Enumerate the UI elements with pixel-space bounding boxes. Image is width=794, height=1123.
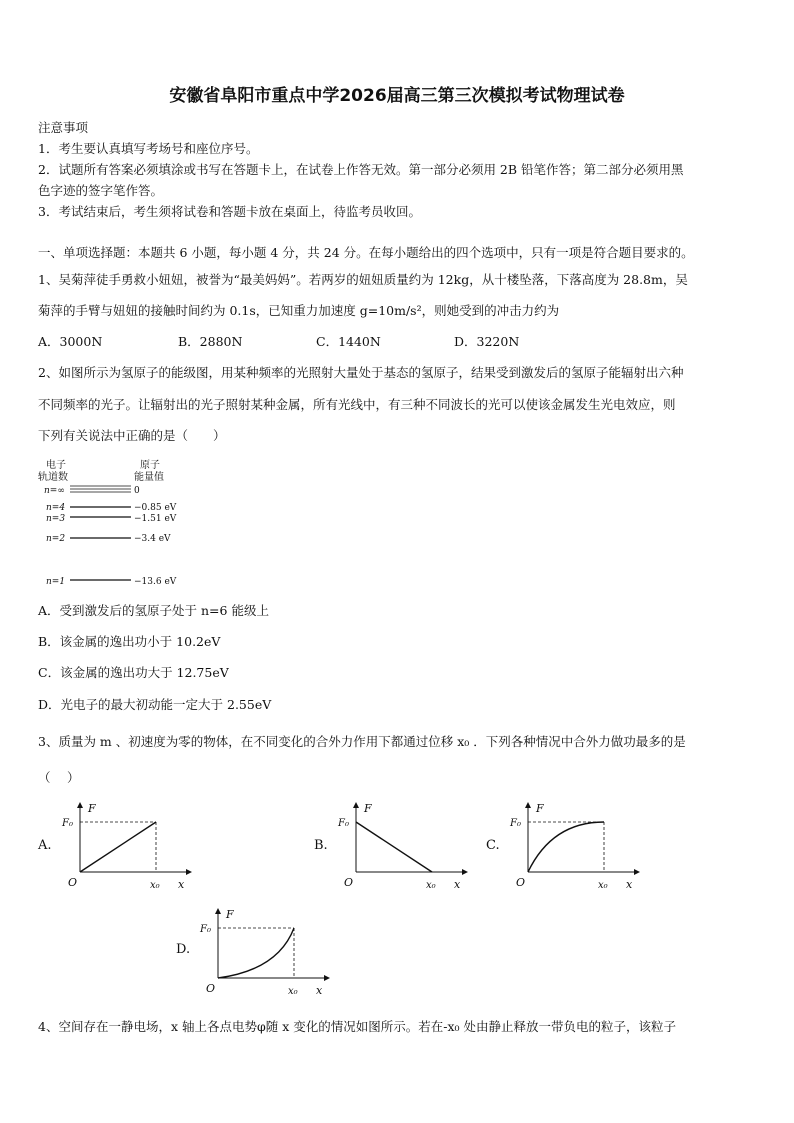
question-3-stem: （ ） bbox=[38, 770, 80, 785]
axis-label-x: x bbox=[178, 878, 185, 891]
x-axis-arrow bbox=[186, 869, 192, 875]
level-energy-label: 0 bbox=[134, 486, 140, 496]
q2-option-d: D．光电子的最大初动能一定大于 2.55eV bbox=[38, 697, 272, 712]
x-axis-arrow bbox=[324, 975, 330, 981]
diagram-right-header: 能量值 bbox=[134, 472, 164, 483]
diagram-left-header: 轨道数 bbox=[38, 472, 68, 483]
axis-label-f: F bbox=[536, 802, 544, 815]
q1-option-d: D．3220N bbox=[454, 334, 520, 349]
axis-label-f0: F₀ bbox=[338, 818, 349, 829]
origin-label: O bbox=[516, 876, 526, 889]
question-3-stem: 3、质量为 m 、初速度为零的物体，在不同变化的合外力作用下都通过位移 x₀ ．下列各种情况中合外力做功最多的是 bbox=[38, 734, 686, 749]
notice-heading: 注意事项 bbox=[38, 120, 89, 135]
axis-label-x0: x₀ bbox=[426, 880, 436, 891]
axis-label-x0: x₀ bbox=[150, 880, 160, 891]
notice-item: 3．考试结束后，考生须将试卷和答题卡放在桌面上，待监考员收回。 bbox=[38, 204, 421, 219]
axis-label-x: x bbox=[626, 878, 633, 891]
axis-label-f0: F₀ bbox=[200, 924, 211, 935]
origin-label: O bbox=[344, 876, 354, 889]
q1-option-b: B．2880N bbox=[178, 334, 243, 349]
level-energy-label: −0.85 eV bbox=[134, 503, 177, 513]
y-axis-arrow bbox=[77, 802, 83, 808]
q3-graph-b bbox=[334, 800, 469, 892]
level-n-label: n=1 bbox=[46, 577, 66, 587]
force-curve bbox=[218, 928, 294, 978]
axis-label-x0: x₀ bbox=[598, 880, 608, 891]
axis-label-x: x bbox=[316, 984, 323, 997]
q2-option-a: A．受到激发后的氢原子处于 n=6 能级上 bbox=[38, 603, 269, 618]
axis-label-f0: F₀ bbox=[510, 818, 521, 829]
x-axis-arrow bbox=[462, 869, 468, 875]
level-n-label: n=4 bbox=[46, 503, 66, 513]
q3-graph-c bbox=[506, 800, 641, 892]
force-curve bbox=[80, 822, 156, 872]
level-energy-label: −13.6 eV bbox=[134, 577, 177, 587]
question-1-stem: 菊萍的手臂与妞妞的接触时间约为 0.1s，已知重力加速度 g=10m/s²，则她受到的冲击力约为 bbox=[38, 303, 560, 318]
q1-option-c: C．1440N bbox=[316, 334, 381, 349]
diagram-right-header: 原子 bbox=[140, 460, 160, 471]
axis-label-f: F bbox=[364, 802, 372, 815]
q2-option-c: C．该金属的逸出功大于 12.75eV bbox=[38, 665, 229, 680]
exam-title: 安徽省阜阳市重点中学2026届高三第三次模拟考试物理试卷 bbox=[169, 86, 625, 106]
q1-option-a: A．3000N bbox=[38, 334, 103, 349]
axis-label-x0: x₀ bbox=[288, 986, 298, 997]
level-n-label: n=∞ bbox=[44, 486, 65, 496]
level-n-label: n=3 bbox=[46, 514, 66, 524]
y-axis-arrow bbox=[525, 802, 531, 808]
notice-item: 色字迹的签字笔作答。 bbox=[38, 183, 164, 198]
q3-option-c-label: C. bbox=[486, 838, 500, 853]
question-2-stem: 2、如图所示为氢原子的能级图，用某种频率的光照射大量处于基态的氢原子，结果受到激发后的氢原子能辐射出六种 bbox=[38, 365, 684, 380]
notice-item: 1．考生要认真填写考场号和座位序号。 bbox=[38, 141, 259, 156]
y-axis-arrow bbox=[215, 908, 221, 914]
y-axis-arrow bbox=[353, 802, 359, 808]
axis-label-f: F bbox=[88, 802, 96, 815]
origin-label: O bbox=[68, 876, 78, 889]
level-energy-label: −1.51 eV bbox=[134, 514, 177, 524]
q3-graph-a bbox=[58, 800, 193, 892]
section-heading: 一、单项选择题：本题共 6 小题，每小题 4 分，共 24 分。在每小题给出的四个选项中，只有一项是符合题目要求的。 bbox=[38, 245, 694, 260]
level-energy-label: −3.4 eV bbox=[134, 534, 171, 544]
q3-option-d-label: D. bbox=[176, 942, 191, 957]
axis-label-f: F bbox=[226, 908, 234, 921]
axis-label-f0: F₀ bbox=[62, 818, 73, 829]
axis-label-x: x bbox=[454, 878, 461, 891]
q2-option-b: B．该金属的逸出功小于 10.2eV bbox=[38, 634, 221, 649]
question-2-stem: 不同频率的光子。让辐射出的光子照射某种金属，所有光线中，有三种不同波长的光可以使该金属发生光电效应，则 bbox=[38, 397, 676, 412]
x-axis-arrow bbox=[634, 869, 640, 875]
diagram-left-header: 电子 bbox=[46, 460, 66, 471]
q3-option-b-label: B. bbox=[314, 838, 328, 853]
question-4-stem: 4、空间存在一静电场，x 轴上各点电势φ随 x 变化的情况如图所示。若在-x₀ 处由静止释放一带负电的粒子，该粒子 bbox=[38, 1019, 676, 1034]
question-1-stem: 1、吴菊萍徒手勇救小妞妞，被誉为“最美妈妈”。若两岁的妞妞质量约为 12kg，从十楼坠落，下落高度为 28.8m，吴 bbox=[38, 272, 688, 287]
force-curve bbox=[356, 822, 432, 872]
origin-label: O bbox=[206, 982, 216, 995]
force-curve bbox=[528, 822, 604, 872]
notice-item: 2．试题所有答案必须填涂或书写在答题卡上，在试卷上作答无效。第一部分必须用 2B 铅笔作答；第二部分必须用黑 bbox=[38, 162, 684, 177]
level-n-label: n=2 bbox=[46, 534, 66, 544]
q3-option-a-label: A. bbox=[38, 838, 52, 853]
question-2-stem: 下列有关说法中正确的是（ ） bbox=[38, 428, 226, 443]
q3-graph-d bbox=[196, 906, 331, 998]
energy-level-diagram bbox=[36, 458, 206, 590]
